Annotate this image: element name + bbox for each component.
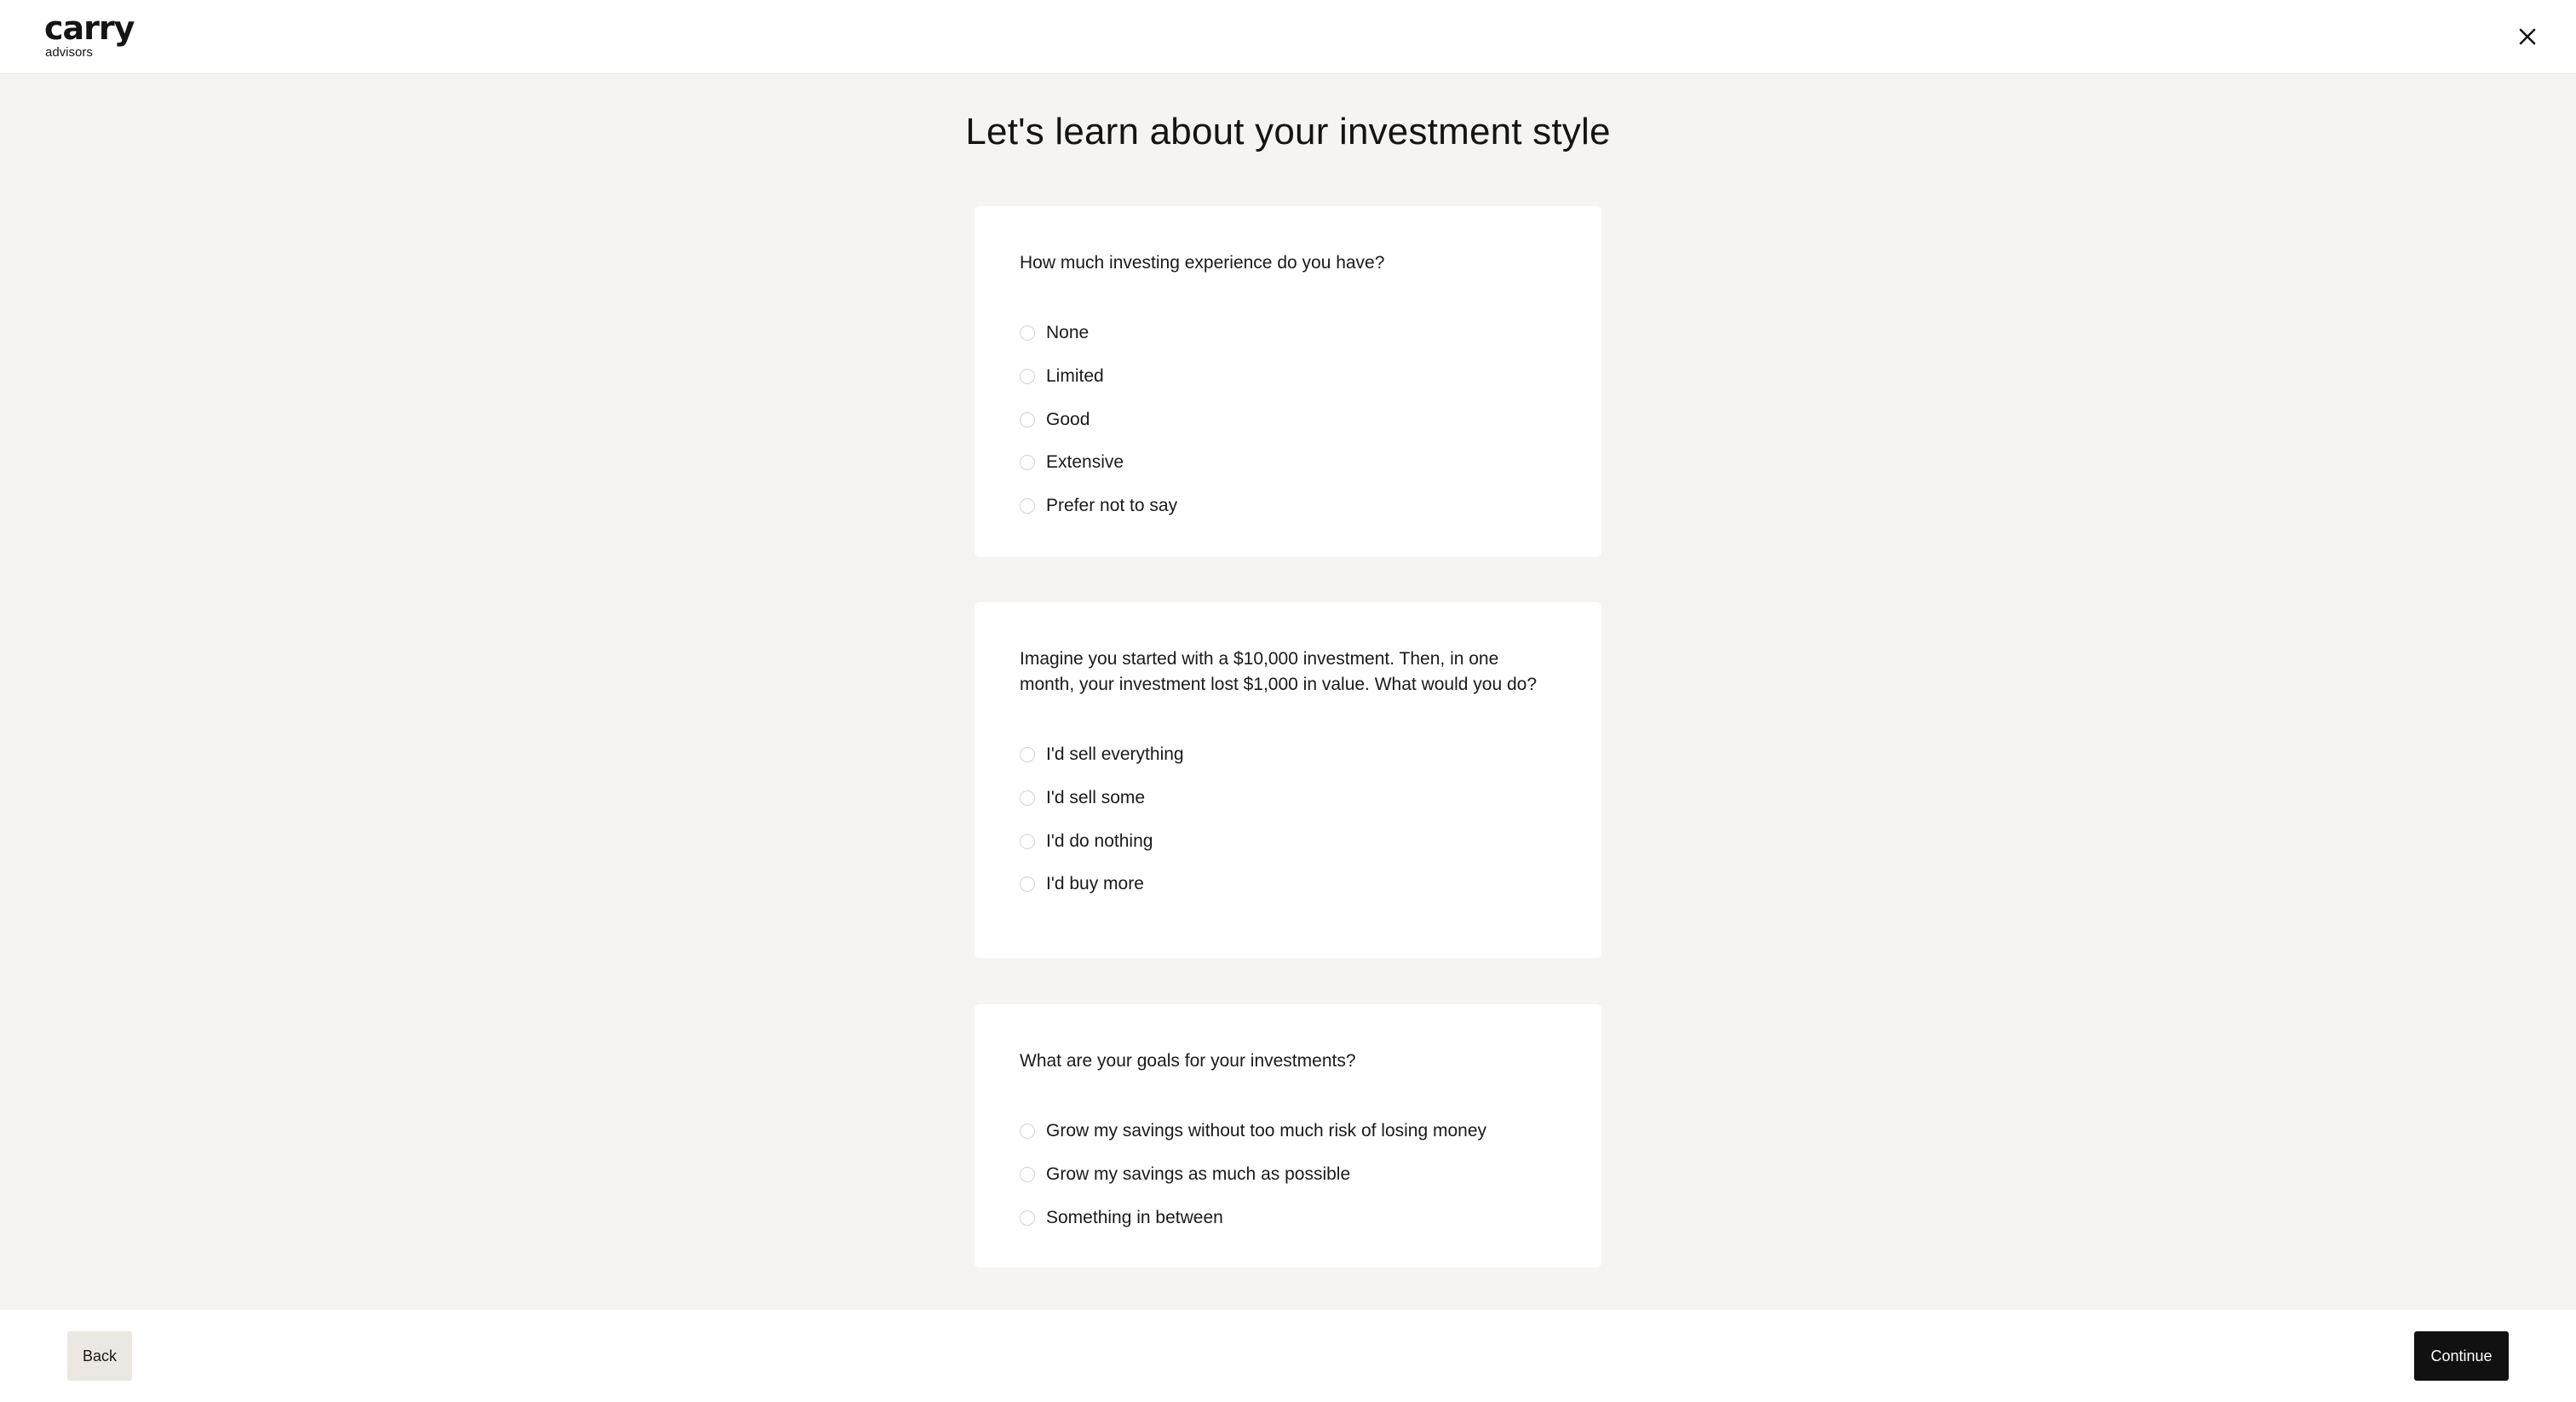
radio-button[interactable] [1020,455,1035,470]
radio-group-experience [1020,312,1556,527]
back-button[interactable]: Back [67,1331,132,1381]
radio-button[interactable] [1020,1123,1035,1139]
radio-option-low-risk-growth[interactable] [1020,1110,1556,1153]
radio-button[interactable] [1020,790,1035,806]
radio-label[interactable]: I'd sell some [1046,788,1146,808]
radio-option-none[interactable] [1020,312,1556,355]
question-text: Imagine you started with a $10,000 investment. Then, in one month, your investment lost $1,000 in value. What would you do? [1020,649,1538,694]
radio-label[interactable]: Prefer not to say [1046,496,1178,516]
radio-label[interactable]: I'd buy more [1046,874,1144,894]
question-card-loss-reaction [975,602,1601,958]
radio-button[interactable] [1020,412,1035,428]
radio-option-do-nothing[interactable] [1020,819,1556,863]
radio-button[interactable] [1020,1210,1035,1226]
radio-label[interactable]: I'd sell everything [1046,744,1184,765]
radio-button[interactable] [1020,747,1035,762]
radio-option-good[interactable] [1020,398,1556,441]
radio-button[interactable] [1020,325,1035,341]
logo [44,9,135,60]
radio-label[interactable]: Extensive [1046,452,1124,473]
close-icon[interactable] [2513,22,2542,51]
radio-button[interactable] [1020,876,1035,892]
radio-button[interactable] [1020,369,1035,384]
radio-button[interactable] [1020,1167,1035,1182]
radio-label[interactable]: I'd do nothing [1046,830,1153,851]
question-text: How much investing experience do you have? [1020,253,1385,273]
radio-label[interactable]: Limited [1046,366,1104,387]
radio-option-in-between[interactable] [1020,1196,1556,1239]
question-text: What are your goals for your investments? [1020,1051,1356,1071]
radio-group-loss-reaction [1020,733,1556,906]
radio-option-prefer-not-to-say[interactable] [1020,485,1556,528]
radio-option-max-growth[interactable] [1020,1153,1556,1197]
logo-subtitle: advisors [45,45,93,60]
radio-button[interactable] [1020,834,1035,849]
radio-label[interactable]: Grow my savings as much as possible [1046,1164,1351,1185]
logo-wordmark: carry [44,9,135,47]
radio-label[interactable]: Grow my savings without too much risk of losing money [1046,1121,1487,1141]
continue-button[interactable]: Continue [2414,1331,2509,1381]
bottom-footer [0,1310,2576,1402]
radio-option-buy-more[interactable] [1020,863,1556,906]
radio-button[interactable] [1020,498,1035,514]
radio-label[interactable]: Something in between [1046,1207,1223,1227]
question-card-experience [975,206,1601,557]
close-button[interactable] [2513,22,2542,51]
radio-option-sell-some[interactable] [1020,777,1556,820]
question-card-goals [975,1004,1601,1267]
radio-option-sell-everything[interactable] [1020,733,1556,777]
radio-option-limited[interactable] [1020,355,1556,399]
radio-group-goals [1020,1110,1556,1239]
radio-label[interactable]: None [1046,323,1090,343]
top-header [0,0,2576,74]
radio-label[interactable]: Good [1046,409,1090,429]
radio-option-extensive[interactable] [1020,441,1556,485]
page-title: Let's learn about your investment style [965,111,1611,152]
